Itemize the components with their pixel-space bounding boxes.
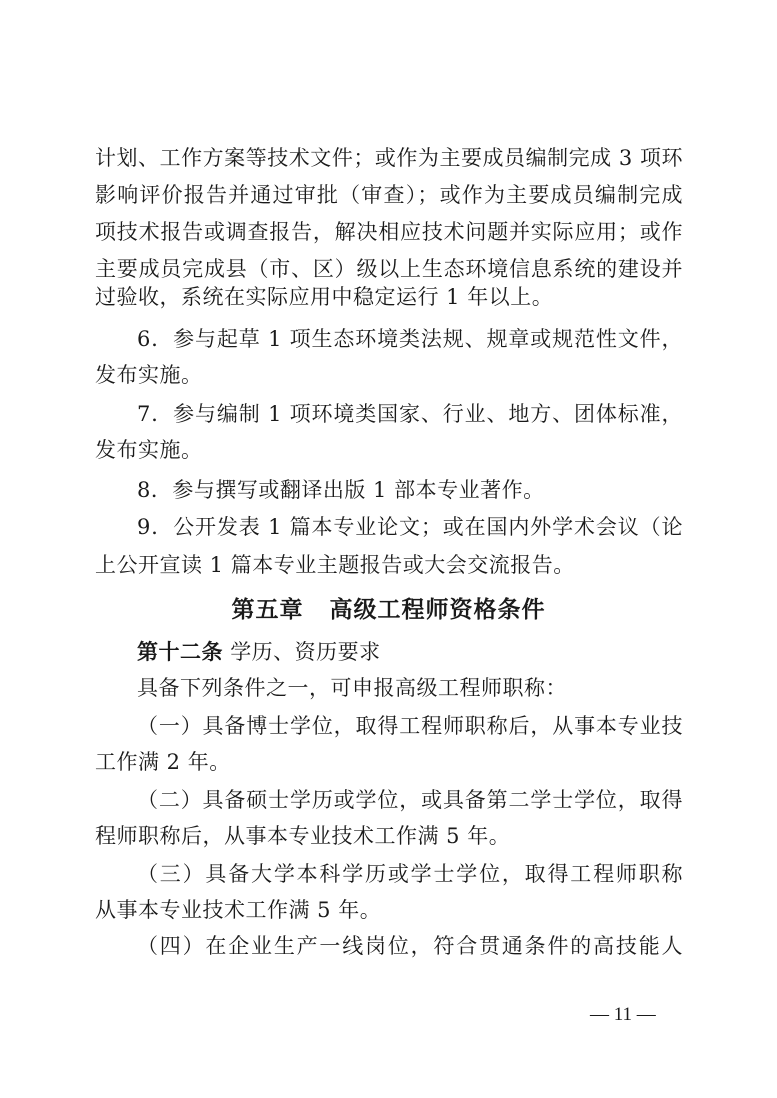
text-line: 发布实施。: [95, 363, 203, 387]
chapter-heading: [0, 591, 777, 624]
text-line: 从事本专业技术工作满 5 年。: [95, 898, 382, 922]
text-line: 主要成员完成县（市、区）级以上生态环境信息系统的建设并: [95, 257, 683, 281]
article-heading: [137, 639, 683, 665]
text-line: 过验收，系统在实际应用中稳定运行 1 年以上。: [95, 285, 554, 309]
list-item-6: 6．参与起草 1 项生态环境类法规、规章或规范性文件，: [137, 327, 683, 351]
list-item-9: 9．公开发表 1 篇本专业论文；或在国内外学术会议（论: [137, 515, 683, 539]
text-line: 计划、工作方案等技术文件；或作为主要成员编制完成 3 项环: [95, 146, 683, 170]
list-item-8: 8．参与撰写或翻译出版 1 部本专业著作。: [137, 478, 545, 502]
condition-1: （一）具备博士学位，取得工程师职称后，从事本专业技: [137, 714, 683, 738]
text-line: 工作满 2 年。: [95, 750, 231, 774]
text-line: 程师职称后，从事本专业技术工作满 5 年。: [95, 824, 511, 848]
article-title: 学历、资历要求: [230, 640, 381, 664]
condition-3: （三）具备大学本科学历或学士学位，取得工程师职称: [137, 862, 683, 886]
text-line: 影响评价报告并通过审批（审查）；或作为主要成员编制完成: [95, 183, 683, 207]
page-number: — 11 —: [590, 1004, 656, 1025]
article-label: 第十二条: [137, 639, 223, 664]
condition-4: （四）在企业生产一线岗位，符合贯通条件的高技能人: [137, 934, 683, 958]
text-line: 上公开宣读 1 篇本专业主题报告或大会交流报告。: [95, 553, 575, 577]
text-line: 发布实施。: [95, 438, 203, 462]
chapter-number: 第五章: [231, 596, 304, 623]
text-line: 具备下列条件之一，可申报高级工程师职称：: [137, 676, 567, 700]
condition-2: （二）具备硕士学历或学位，或具备第二学士学位，取得: [137, 788, 683, 812]
chapter-title: 高级工程师资格条件: [329, 596, 546, 623]
text-line: 项技术报告或调查报告，解决相应技术问题并实际应用；或作: [95, 220, 683, 244]
list-item-7: 7．参与编制 1 项环境类国家、行业、地方、团体标准，: [137, 402, 683, 426]
